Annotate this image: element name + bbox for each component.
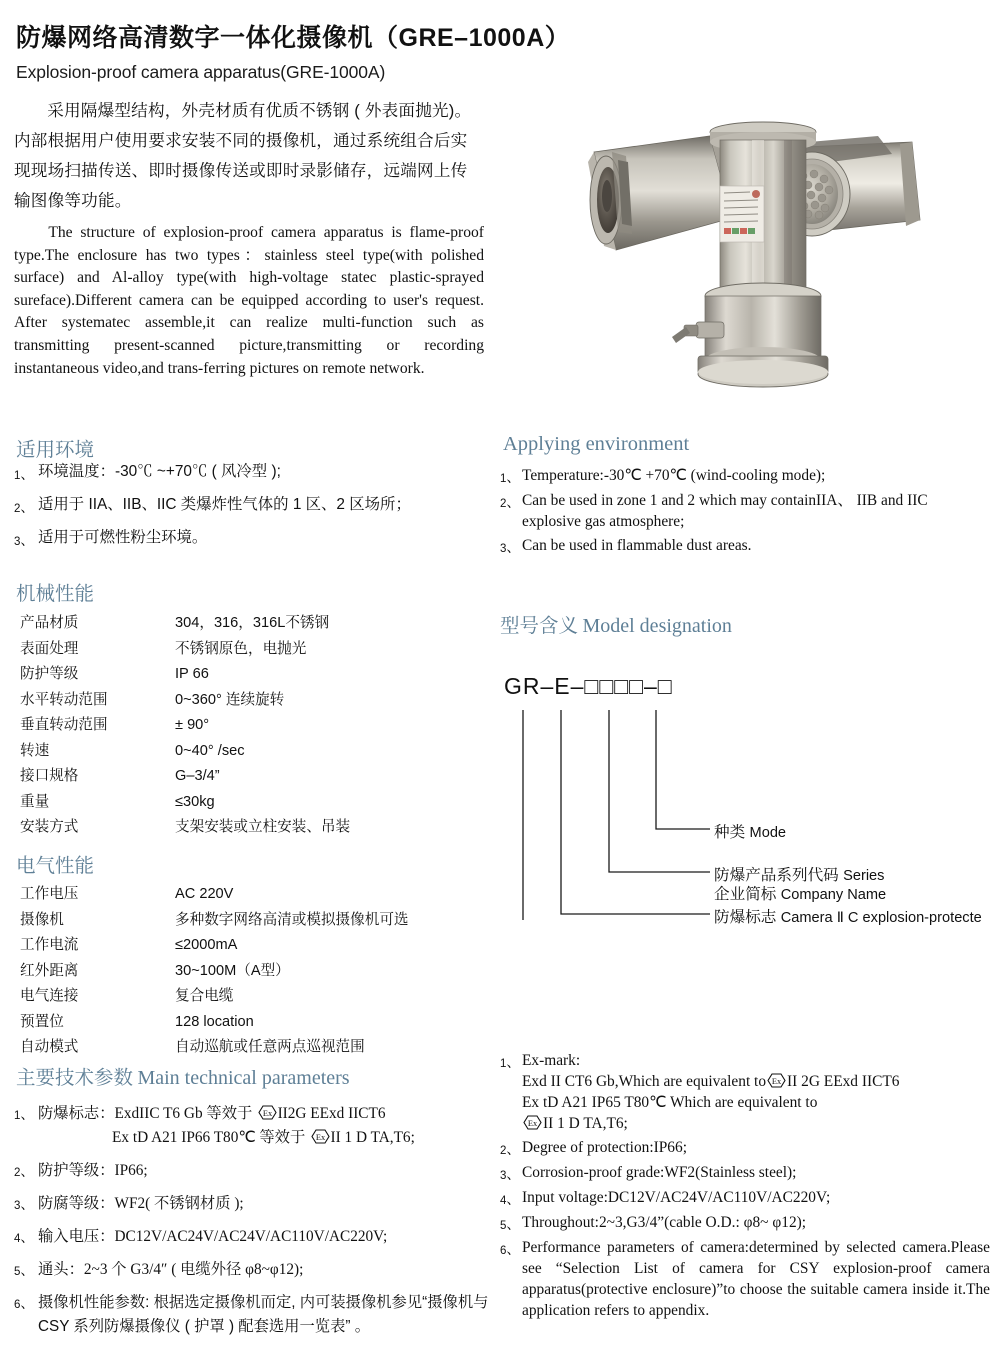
heading-electrical-performance: 电气性能 [16,855,95,877]
spec-value: G–3/4” [175,768,220,784]
list-number: 2、 [500,494,521,510]
list-number: 2、 [500,1141,521,1157]
table-row [20,1035,460,1061]
list-text: Can be used in zone 1 and 2 which may containIIA、 IIB and IIC explosive gas atmosphere; [522,492,928,530]
list-item [14,1102,489,1150]
table-row [20,662,460,688]
spec-value: 多种数字网络高清或模拟摄像机可选 [175,911,409,928]
spec-key: 水平转动范围 [20,691,108,708]
spec-key: 自动模式 [20,1039,79,1055]
page-title-en: Explosion-proof camera apparatus(GRE-1000A) [16,62,386,82]
list-item [14,1192,489,1216]
table-row [20,688,460,714]
list-text: Can be used in flammable dust areas. [522,537,752,554]
page-title-cn: 防爆网络高清数字一体化摄像机（GRE–1000A） [16,24,571,52]
spec-key: 防护等级 [20,666,79,682]
list-item [500,1237,990,1321]
table-row [20,790,460,816]
spec-key: 电气连接 [20,988,79,1004]
spec-key: 接口规格 [20,768,79,784]
list-item [500,1187,990,1209]
list-item [500,1050,990,1134]
list-number: 1、 [500,1054,521,1070]
list-number: 1、 [500,469,521,485]
intro-paragraph-cn: 采用隔爆型结构，外壳材质有优质不锈钢 ( 外表面抛光)。内部根据用户使用要求安装不同的摄像机，通过系统组合后实现现场扫描传送、即时摄像传送或即时录影储存，远端网上传输图像等功能。 [14,101,472,210]
model-code: GR–E–□□□□–□ [504,673,673,699]
list-text: 环境温度：-30℃ ~+70℃ ( 风冷型 ); [38,463,281,480]
list-text: 防爆标志：ExdIIC T6 Gb 等效于 Ex II2G EExd IICT6 Ex tD A21 IP66 T80℃ 等效于 Ex II 1 D TA,T6; [38,1105,415,1146]
param-label: 防腐等级： [38,1195,115,1212]
list-text: Corrosion-proof grade:WF2(Stainless steel); [522,1164,797,1181]
list-number: 3、 [14,532,35,548]
list-item [14,1291,489,1339]
list-item [14,1159,489,1183]
spec-value: 30~100M（A型） [175,962,290,979]
list-item [14,495,484,517]
heading-model-designation: 型号含义 Model designation [500,615,732,637]
list-text: 适用于 IIA、IIB、IIC 类爆炸性气体的 1 区、2 区场所； [38,496,411,513]
table-row [20,959,460,985]
spec-key: 产品材质 [20,615,79,631]
list-text: 防护等级：IP66; [38,1162,148,1179]
model-legend-ex-mark: 防爆标志 Camera Ⅱ C explosion-protecte [714,909,982,926]
table-row [20,815,460,841]
list-text: Ex-mark: Exd II CT6 Gb,Which are equivalent to Ex II 2G EExd IICT6 Ex tD A21 IP65 T80℃ Which are equivalent to Ex II 1 D TA,T6; [522,1052,900,1132]
spec-value: 0~360° 连续旋转 [175,691,285,708]
spec-key: 垂直转动范围 [20,717,108,733]
spec-value: 不锈钢原色，电抛光 [175,640,307,657]
list-number: 3、 [500,1166,521,1182]
list-text: 适用于可燃性粉尘环境。 [38,529,208,546]
main-parameters-list-cn [14,1102,489,1348]
heading-main-parameters: 主要技术参数 Main technical parameters [16,1067,350,1089]
spec-value: ≤2000mA [175,937,238,953]
table-row [20,739,460,765]
heading-mechanical-performance: 机械性能 [16,583,95,605]
electrical-spec-table [20,882,460,1061]
spec-key: 工作电压 [20,886,79,902]
product-photo [560,100,1000,420]
spec-value: AC 220V [175,886,234,902]
table-row [20,637,460,663]
spec-key: 摄像机 [20,911,64,928]
list-item [14,528,484,550]
table-row [20,908,460,934]
main-parameters-list-en [500,1050,990,1324]
list-number: 6、 [14,1295,35,1311]
spec-value: 支架安装或立柱安装、吊装 [175,819,351,835]
list-item [500,1212,990,1234]
table-row [20,984,460,1010]
list-text: Input voltage:DC12V/AC24V/AC110V/AC220V; [522,1189,831,1206]
list-number: 4、 [500,1191,521,1207]
list-item [14,1258,489,1282]
list-item [500,1162,990,1184]
applying-environment-list-cn [14,462,484,561]
list-number: 1、 [14,1106,35,1122]
heading-applying-environment-cn: 适用环境 [16,439,95,461]
list-text: Throughout:2~3,G3/4”(cable O.D.: φ8~ φ12); [522,1214,807,1231]
param-label: 输入电压： [38,1228,115,1245]
list-text: 防腐等级：WF2( 不锈钢材质 ); [38,1195,244,1212]
spec-value: 复合电缆 [175,988,234,1004]
spec-key: 红外距离 [20,962,79,979]
list-text: 摄像机性能参数: 根据选定摄像机而定, 内可装摄像机参见“摄像机与 CSY 系列防爆摄像仪 ( 护罩 ) 配套选用一览表” 。 [38,1294,489,1335]
list-item [500,1137,990,1159]
svg-text:Ex: Ex [771,1077,782,1086]
spec-value: 自动巡航或任意两点巡视范围 [175,1039,365,1055]
list-item [14,462,484,484]
table-row [20,933,460,959]
heading-applying-environment-en: Applying environment [503,433,690,455]
list-number: 2、 [14,499,35,515]
model-legend-company-name: 企业简标 Company Name [714,886,887,903]
spec-value: ± 90° [175,717,210,733]
param-label: 防护等级： [38,1162,115,1179]
list-number: 5、 [500,1216,521,1232]
param-label: 通头： [38,1261,84,1278]
list-number: 1、 [14,466,35,482]
spec-key: 工作电流 [20,937,79,953]
ex-hexagon-icon [258,1105,277,1120]
spec-key: 转速 [20,742,50,759]
list-number: 3、 [14,1196,35,1212]
param-label: 摄像机性能参数: [38,1294,150,1311]
table-row [20,1010,460,1036]
ex-hexagon-icon [523,1115,542,1130]
spec-key: 安装方式 [20,819,79,835]
ex-hexagon-icon [311,1129,330,1144]
list-number: 6、 [500,1241,521,1257]
spec-value: 304，316，316L不锈钢 [175,615,330,631]
list-text: 输入电压：DC12V/AC24V/AC24V/AC110V/AC220V; [38,1228,388,1245]
list-text: Performance parameters of camera:determined by selected camera.Please see “Selection List of camera for CSY explosion-proof camera apparatus(protective enclosure)”to choose the suitable camera inside it.The application refers to appendix. [522,1239,990,1319]
model-legend-series: 防爆产品系列代码 Series [714,867,885,884]
mounting-base [672,283,828,387]
list-text: Degree of protection:IP66; [522,1139,687,1156]
ex-hexagon-icon [767,1073,786,1088]
spec-key: 预置位 [20,1013,64,1030]
model-legend-mode: 种类 Mode [714,824,787,841]
list-item [500,535,990,557]
spec-key: 重量 [20,793,50,810]
list-number: 4、 [14,1229,35,1245]
list-text: Temperature:-30℃ +70℃ (wind-cooling mode); [522,467,826,484]
spec-key: 表面处理 [20,640,79,657]
spec-value: 128 location [175,1013,254,1030]
table-row [20,611,460,637]
intro-paragraph-en: The structure of explosion-proof camera apparatus is flame-proof type.The enclosure has two types：stainless steel type(with polished surface) and Al-alloy type(with high-voltage statec plastic-sprayed sureface).Different camera can be equipped according to user's request. After systematec assemble,it can realize multi-function such as transmitting present-scanned picture,transmitting or recording instantaneous video,and trans-ferring pictures on remote network. [14,224,484,377]
list-item [14,1225,489,1249]
svg-text:Ex: Ex [315,1133,325,1142]
applying-environment-list-en [500,465,990,560]
spec-value: ≤30kg [175,793,215,810]
spec-value: IP 66 [175,666,209,682]
mechanical-spec-table [20,611,460,841]
center-column [710,122,816,300]
list-number: 2、 [14,1163,35,1179]
list-item [500,465,990,487]
list-number: 3、 [500,539,521,555]
list-number: 5、 [14,1262,35,1278]
svg-text:Ex: Ex [262,1109,272,1118]
table-row [20,713,460,739]
list-item [500,490,990,532]
list-text: 通头：2~3 个 G3/4″ ( 电缆外径 φ8~φ12); [38,1261,304,1278]
table-row [20,882,460,908]
svg-text:Ex: Ex [527,1119,538,1128]
param-label: 防爆标志： [38,1105,115,1122]
product-photo-illustration [560,100,1000,420]
table-row [20,764,460,790]
spec-value: 0~40° /sec [175,742,245,759]
